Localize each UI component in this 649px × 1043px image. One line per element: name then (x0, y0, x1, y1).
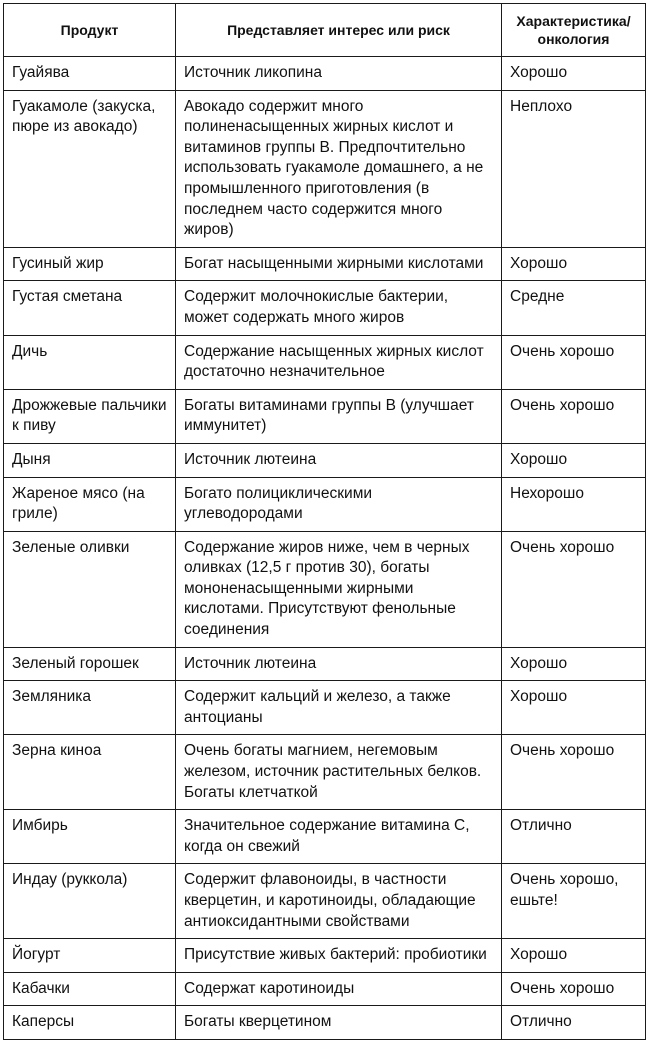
cell-info: Присутствие живых бактерий: пробиотики (176, 939, 502, 973)
cell-info: Содержит молочнокислые бактерии, может содержать много жиров (176, 281, 502, 335)
cell-product: Земляника (4, 681, 176, 735)
cell-product: Кабачки (4, 972, 176, 1006)
cell-rating: Очень хорошо, ешьте! (502, 864, 646, 939)
cell-product: Дыня (4, 443, 176, 477)
cell-info: Содержит флавоноиды, в частности кверцетин, и каротиноиды, обладающие антиоксидантными свойствами (176, 864, 502, 939)
cell-rating: Очень хорошо (502, 735, 646, 810)
cell-product: Гусиный жир (4, 247, 176, 281)
cell-rating: Хорошо (502, 939, 646, 973)
cell-product: Зеленый горошек (4, 647, 176, 681)
cell-product: Жареное мясо (на гриле) (4, 477, 176, 531)
cell-rating: Средне (502, 281, 646, 335)
cell-info: Богат насыщенными жирными кислотами (176, 247, 502, 281)
cell-rating: Очень хорошо (502, 335, 646, 389)
cell-rating: Хорошо (502, 647, 646, 681)
table-row (4, 90, 646, 247)
cell-info: Источник лютеина (176, 647, 502, 681)
table-row (4, 810, 646, 864)
cell-product: Зеленые оливки (4, 531, 176, 647)
header-product: Продукт (4, 4, 176, 57)
cell-rating: Очень хорошо (502, 531, 646, 647)
table-row (4, 972, 646, 1006)
cell-product: Дичь (4, 335, 176, 389)
cell-rating: Очень хорошо (502, 972, 646, 1006)
table-row (4, 939, 646, 973)
cell-info: Значительное содержание витамина С, когда он свежий (176, 810, 502, 864)
cell-product: Каперсы (4, 1006, 176, 1040)
cell-info: Содержат каротиноиды (176, 972, 502, 1006)
cell-product: Индау (руккола) (4, 864, 176, 939)
cell-info: Содержание насыщенных жирных кислот достаточно незначительное (176, 335, 502, 389)
cell-rating: Отлично (502, 810, 646, 864)
cell-rating: Неплохо (502, 90, 646, 247)
table-row (4, 864, 646, 939)
cell-rating: Нехорошо (502, 477, 646, 531)
cell-info: Очень богаты магнием, негемовым железом, источник растительных белков. Богаты клетчаткой (176, 735, 502, 810)
header-rating: Характеристика/онкология (502, 4, 646, 57)
table-row (4, 57, 646, 91)
cell-rating: Хорошо (502, 443, 646, 477)
cell-rating: Хорошо (502, 57, 646, 91)
cell-info: Источник лютеина (176, 443, 502, 477)
cell-product: Зерна киноа (4, 735, 176, 810)
cell-product: Имбирь (4, 810, 176, 864)
cell-info: Источник ликопина (176, 57, 502, 91)
cell-rating: Хорошо (502, 681, 646, 735)
cell-rating: Отлично (502, 1006, 646, 1040)
cell-rating: Очень хорошо (502, 389, 646, 443)
cell-product: Густая сметана (4, 281, 176, 335)
cell-info: Авокадо содержит много полиненасыщенных жирных кислот и витаминов группы В. Предпочтительно использовать гуакамоле домашнего, а не промышленного приготовления (в последнем часто содержится много жиров) (176, 90, 502, 247)
header-info: Представляет интерес или риск (176, 4, 502, 57)
table-row (4, 247, 646, 281)
cell-product: Дрожжевые пальчики к пиву (4, 389, 176, 443)
cell-info: Содержание жиров ниже, чем в черных оливках (12,5 г против 30), богаты мононенасыщенными жирными кислотами. Присутствуют фенольные соединения (176, 531, 502, 647)
table-row (4, 335, 646, 389)
cell-info: Богато полициклическими углеводородами (176, 477, 502, 531)
table-row (4, 443, 646, 477)
table-row (4, 681, 646, 735)
table-row (4, 735, 646, 810)
cell-product: Гуакамоле (закуска, пюре из авокадо) (4, 90, 176, 247)
table-row (4, 281, 646, 335)
table-row (4, 389, 646, 443)
table-row (4, 647, 646, 681)
cell-info: Содержит кальций и железо, а также антоцианы (176, 681, 502, 735)
table-row (4, 1006, 646, 1040)
cell-info: Богаты кверцетином (176, 1006, 502, 1040)
cell-info: Богаты витаминами группы В (улучшает иммунитет) (176, 389, 502, 443)
table-row (4, 531, 646, 647)
food-table (3, 3, 646, 1040)
cell-rating: Хорошо (502, 247, 646, 281)
cell-product: Гуайява (4, 57, 176, 91)
cell-product: Йогурт (4, 939, 176, 973)
table-row (4, 477, 646, 531)
header-row (4, 4, 646, 57)
